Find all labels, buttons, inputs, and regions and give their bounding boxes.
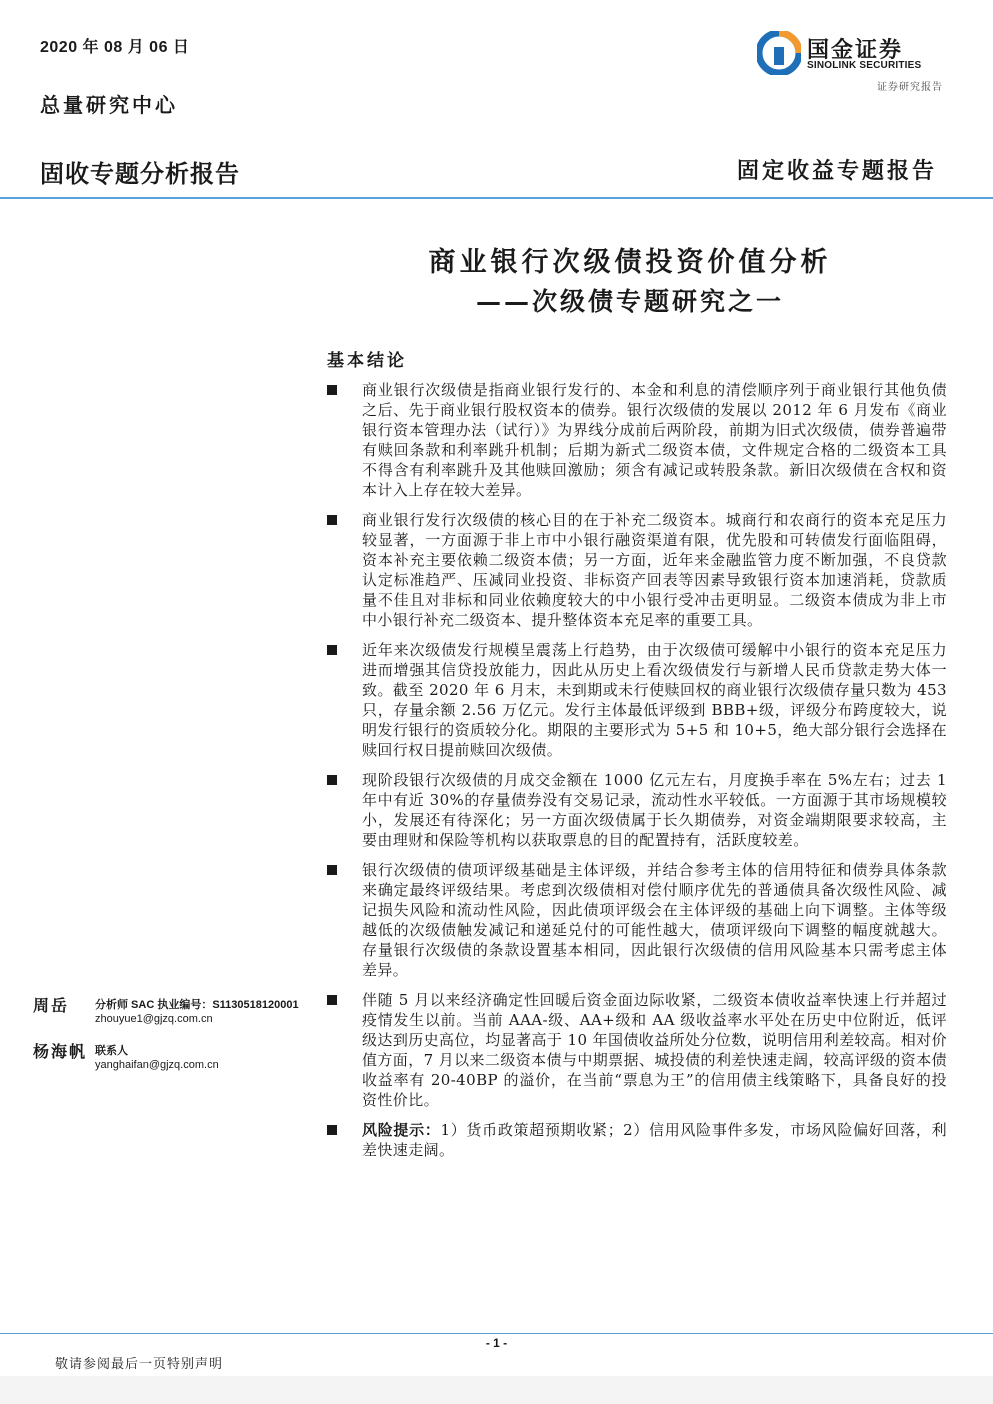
list-item — [327, 860, 947, 980]
risk-label: 风险提示： — [362, 1121, 441, 1139]
analyst-role: 联系人 — [95, 1045, 128, 1057]
analyst-name: 周岳 — [33, 996, 70, 1015]
company-logo — [757, 31, 947, 77]
report-type: 固收专题分析报告 — [40, 160, 240, 188]
list-item-text: 银行次级债的债项评级基础是主体评级，并结合参考主体的信用特征和债券具体条款来确定最终评级结果。考虑到次级债相对偿付顺序优先的普通债具备次级性风险、减记损失风险和流动性风险，因此债项评级会在主体评级的基础上向下调整。主体等级越低的次级债触发减记和递延兑付的可能性越大，债项评级向下调整的幅度就越大。存量银行次级债的条款设置基本相同，因此银行次级债的信用风险基本只需考虑主体差异。 — [362, 861, 947, 979]
list-item-text: 1）货币政策超预期收紧；2）信用风险事件多发，市场风险偏好回落，利差快速走阔。 — [362, 1121, 947, 1159]
logo-name-en: SINOLINK SECURITIES — [807, 60, 922, 71]
bullet-square-icon — [327, 865, 337, 875]
list-item-text: 现阶段银行次级债的月成交金额在 1000 亿元左右，月度换手率在 5%左右；过去 1 年中有近 30%的存量债券没有交易记录，流动性水平较低。一方面源于其市场规模较小，发展还有待深化；另一方面次级债属于长久期债券，对资金端期限要求较高，主要由理财和保险等机构以获取票息的目的配置持有，活跃度较差。 — [362, 771, 947, 849]
header-divider — [0, 197, 993, 199]
bullet-square-icon — [327, 515, 337, 525]
report-date: 2020 年 08 月 06 日 — [40, 39, 190, 56]
report-subtitle: ——次级债专题研究之一 — [475, 287, 784, 316]
list-item — [327, 380, 947, 500]
analyst-email: zhouyue1@gjzq.com.cn — [95, 1013, 213, 1025]
list-item — [327, 510, 947, 630]
footer-band — [0, 1376, 993, 1404]
analyst-role: 分析师 SAC 执业编号：S1130518120001 — [95, 999, 299, 1011]
list-item — [327, 1120, 947, 1160]
bullet-square-icon — [327, 775, 337, 785]
list-item-text: 近年来次级债发行规模呈震荡上行趋势，由于次级债可缓解中小银行的资本充足压力进而增强其信贷投放能力，因此从历史上看次级债发行与新增人民币贷款走势大体一致。截至 2020 年 6 月末，未到期或未行使赎回权的商业银行次级债存量只数为 453 只，存量余额 2.56 万亿元。发行主体最低评级到 BBB+级，评级分布跨度较大，说明发行银行的资质较分化。期限的主要形式为 5+5 和 10+5，绝大部分银行会选择在赎回行权日提前赎回次级债。 — [362, 641, 947, 759]
list-item-text: 伴随 5 月以来经济确定性回暖后资金面边际收紧，二级资本债收益率快速上行并超过疫情发生以前。当前 AAA-级、AA+级和 AA 级收益率水平处在历史中位附近，低评级达到历史高位，均显著高于 10 年国债收益所处分位数，说明信用利差较高。相对价值方面，7 月以来二级资本债与中期票据、城投债的利差快速走阔，较高评级的资本债收益率有 20-40BP 的溢价，在当前“票息为王”的信用债主线策略下，具备良好的投资性价比。 — [362, 991, 947, 1109]
conclusion-list — [327, 380, 947, 1170]
logo-subtitle: 证券研究报告 — [877, 82, 943, 93]
bullet-square-icon — [327, 385, 337, 395]
page-number: - 1 - — [485, 1336, 508, 1350]
list-item-text: 商业银行次级债是指商业银行发行的、本金和利息的清偿顺序列于商业银行其他负债之后、先于商业银行股权资本的债券。银行次级债的发展以 2012 年 6 月发布《商业银行资本管理办法（试行）》为界线分成前后两阶段，前期为旧式次级债，债券普遍带有赎回条款和利率跳升机制；后期为新式二级资本债，文件规定合格的二级资本工具不得含有利率跳升及其他赎回激励；须含有减记或转股条款。新旧次级债在含权和资本计入上存在较大差异。 — [362, 381, 947, 499]
list-item-text: 商业银行发行次级债的核心目的在于补充二级资本。城商行和农商行的资本充足压力较显著，一方面源于非上市中小银行融资渠道有限，优先股和可转债发行面临阻碍，资本补充主要依赖二级资本债；另一方面，近年来金融监管力度不断加强，不良贷款认定标准趋严、压减同业投资、非标资产回表等因素导致银行资本加速消耗，贷款质量不佳且对非标和同业依赖度较大的中小银行受冲击更明显。二级资本债成为非上市中小银行补充二级资本、提升整体资本充足率的重要工具。 — [362, 511, 947, 629]
list-item — [327, 770, 947, 850]
list-item — [327, 990, 947, 1110]
footer-divider — [0, 1333, 993, 1334]
analyst-name: 杨海帆 — [33, 1042, 88, 1061]
disclaimer-note: 敬请参阅最后一页特别声明 — [55, 1357, 224, 1372]
bullet-square-icon — [327, 1125, 337, 1135]
report-category: 固定收益专题报告 — [736, 158, 937, 184]
section-heading: 基本结论 — [327, 351, 407, 371]
bullet-square-icon — [327, 645, 337, 655]
research-center: 总量研究中心 — [40, 93, 178, 117]
bullet-square-icon — [327, 995, 337, 1005]
analyst-email: yanghaifan@gjzq.com.cn — [95, 1059, 219, 1071]
report-title: 商业银行次级债投资价值分析 — [428, 247, 832, 278]
logo-name-cn: 国金证券 — [807, 38, 904, 63]
list-item — [327, 640, 947, 760]
sinolink-logo-icon — [757, 31, 801, 75]
